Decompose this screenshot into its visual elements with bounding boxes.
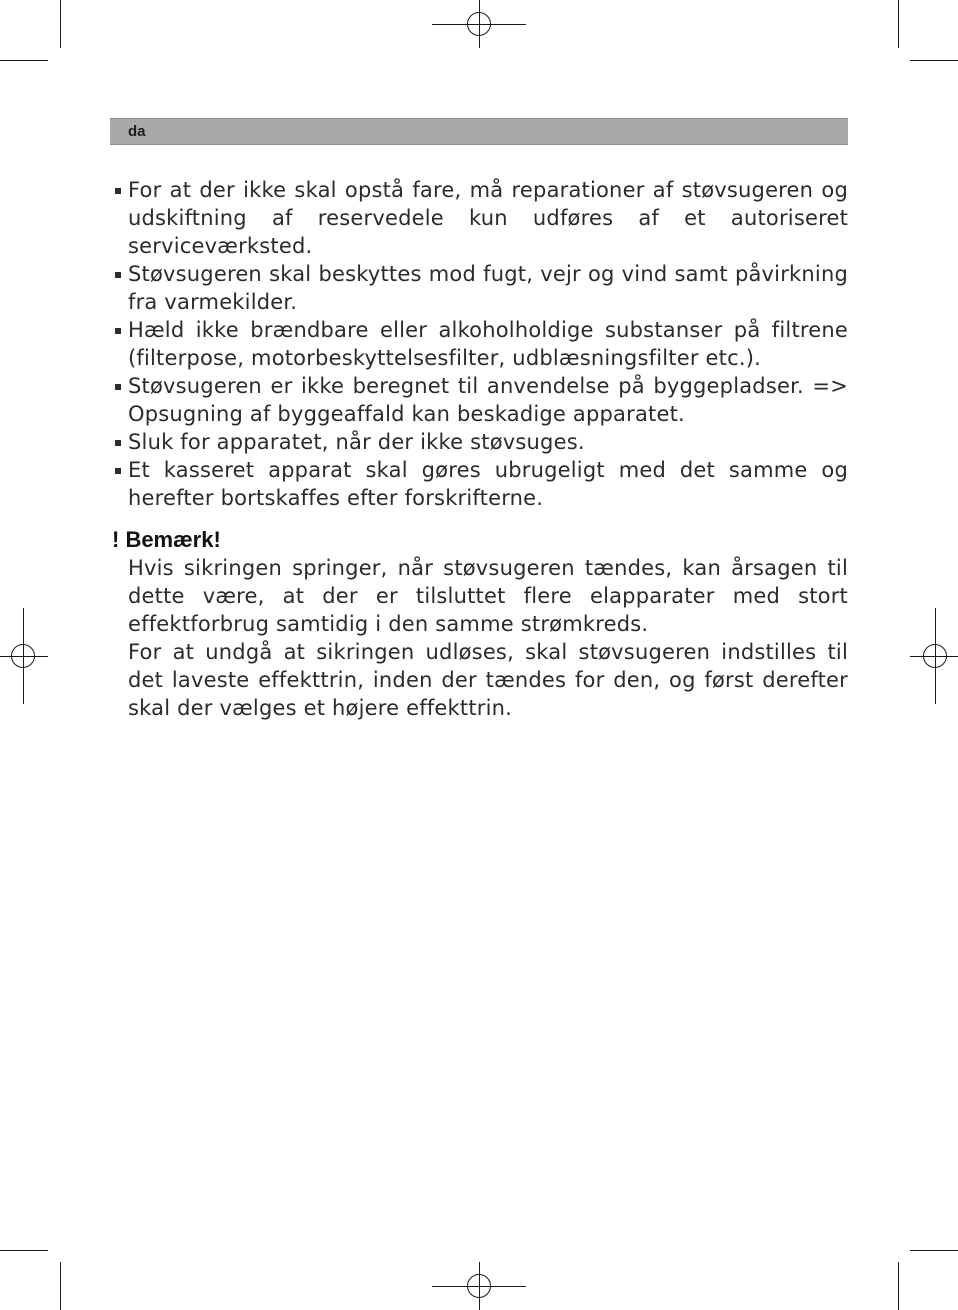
list-item: Hæld ikke brændbare eller alkoholholdige substanser på filtrene (filterpose, motorbeskyttelsesfilter, udblæsningsfilter etc.).	[112, 316, 848, 372]
crop-mark	[910, 60, 958, 61]
list-item: For at der ikke skal opstå fare, må reparationer af støvsugeren og udskiftning af reservedele kun udføres af et autoriseret serviceværksted.	[112, 176, 848, 260]
crop-mark	[0, 1250, 48, 1251]
note-paragraph: Hvis sikringen springer, når støvsugeren tændes, kan årsagen til dette være, at der er tilsluttet flere elapparater med stort effektforbrug samtidig i den samme strømkreds.	[128, 556, 848, 636]
crop-mark	[910, 1250, 958, 1251]
note-paragraph: For at undgå at sikringen udløses, skal støvsugeren indstilles til det laveste effekttrin, inden der tændes for den, og først derefter skal der vælges et højere effekttrin.	[128, 640, 848, 720]
crop-mark	[60, 0, 61, 48]
language-code: da	[128, 123, 146, 140]
language-header-bar	[110, 118, 848, 145]
registration-circle-icon	[467, 1274, 491, 1298]
registration-circle-icon	[923, 644, 947, 668]
list-item: Støvsugeren skal beskyttes mod fugt, vejr og vind samt påvirkning fra varmekilder.	[112, 260, 848, 316]
note-title: ! Bemærk!	[112, 527, 221, 552]
list-item: Et kasseret apparat skal gøres ubrugeligt med det samme og herefter bortskaffes efter forskrifterne.	[112, 456, 848, 512]
crop-mark	[898, 1262, 899, 1310]
list-item: Sluk for apparatet, når der ikke støvsuges.	[112, 428, 848, 456]
crop-mark	[898, 0, 899, 48]
crop-mark	[0, 60, 48, 61]
registration-circle-icon	[467, 12, 491, 36]
registration-circle-icon	[11, 644, 35, 668]
list-item: Støvsugeren er ikke beregnet til anvendelse på byggepladser. => Opsugning af byggeaffald kan beskadige apparatet.	[112, 372, 848, 428]
safety-instructions	[112, 176, 848, 722]
crop-mark	[60, 1262, 61, 1310]
note-section	[112, 526, 848, 722]
